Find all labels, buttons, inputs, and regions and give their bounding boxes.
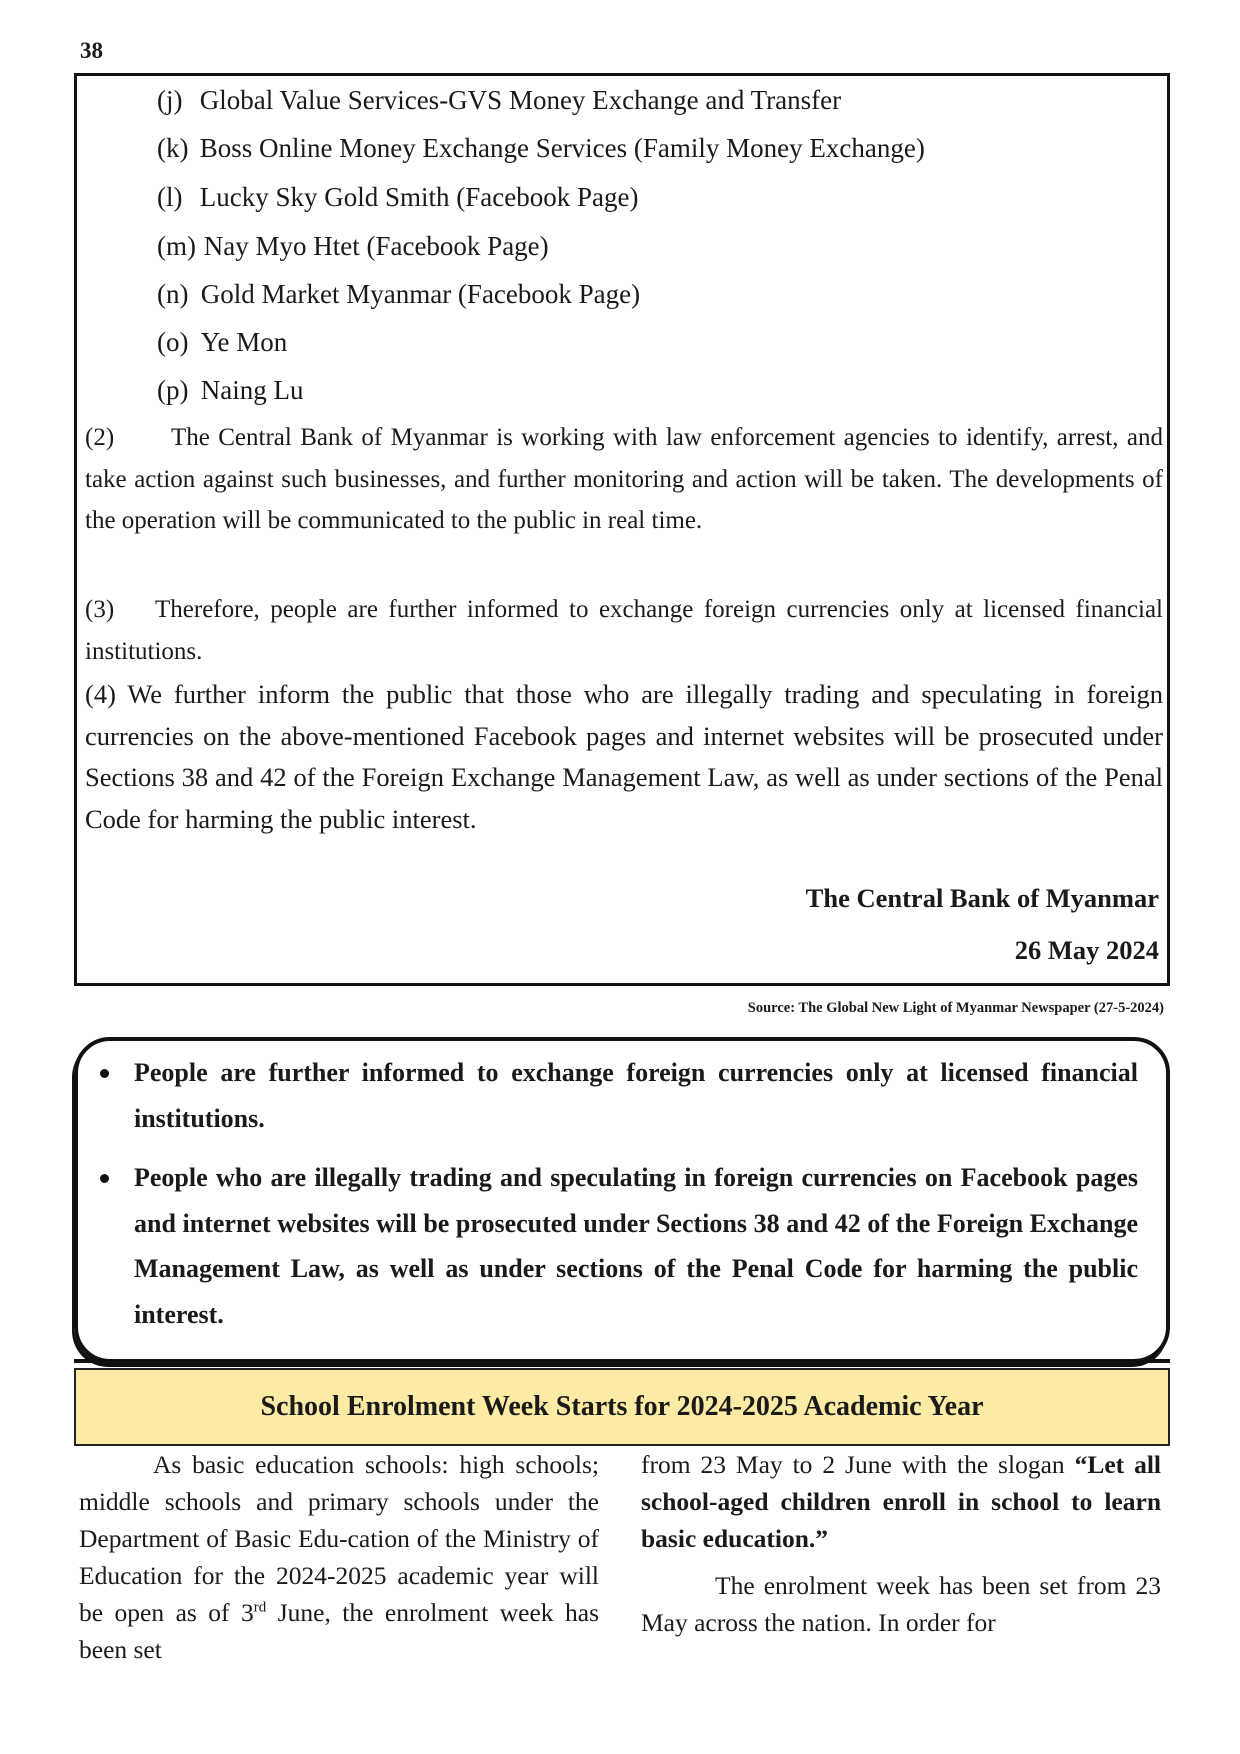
article-paragraph bbox=[79, 1446, 599, 1668]
list-text: Naing Lu bbox=[200, 375, 304, 405]
list-item bbox=[157, 326, 287, 358]
list-item bbox=[157, 132, 925, 164]
paragraph-number: (2) bbox=[85, 424, 115, 451]
article-headline: School Enrolment Week Starts for 2024-2025 Academic Year bbox=[74, 1368, 1170, 1446]
article-paragraph: The enrolment week has been set from 23 May across the nation. In order for bbox=[641, 1571, 1161, 1637]
summary-bullet: People are further informed to exchange foreign currencies only at licensed financial institutions. bbox=[134, 1050, 1138, 1141]
article-column-right bbox=[641, 1446, 1161, 1641]
ordinal-suffix: rd bbox=[253, 1599, 267, 1616]
list-text: Boss Online Money Exchange Services (Family Money Exchange) bbox=[199, 133, 925, 163]
section-divider bbox=[74, 1359, 1170, 1363]
list-text: Ye Mon bbox=[200, 327, 288, 357]
summary-box bbox=[74, 1037, 1170, 1363]
article-text: As basic education schools: high schools; middle schools and primary schools under the Department of Basic Edu-cation of the Ministry of Education for the 2024-2025 academic year will be open as of 3 bbox=[79, 1450, 599, 1627]
list-item bbox=[157, 278, 640, 310]
list-marker: (j) bbox=[157, 85, 183, 115]
list-item bbox=[157, 181, 638, 213]
notice-date: 26 May 2024 bbox=[1014, 935, 1159, 965]
page-number: 38 bbox=[80, 38, 103, 63]
summary-bullet: People who are illegally trading and speculating in foreign currencies on Facebook pages and internet websites will be prosecuted under Sections 38 and 42 of the Foreign Exchange Management Law, as well as under sections of the Penal Code for harming the public interest. bbox=[134, 1155, 1138, 1337]
paragraph-2 bbox=[85, 417, 1163, 542]
notice-box bbox=[74, 73, 1170, 986]
paragraph-text: Therefore, people are further informed to exchange foreign currencies only at licensed financial institutions. bbox=[85, 596, 1163, 665]
article-paragraph bbox=[641, 1446, 1161, 1557]
paragraph-4 bbox=[85, 674, 1163, 840]
list-text: Lucky Sky Gold Smith (Facebook Page) bbox=[199, 182, 639, 212]
list-text: Gold Market Myanmar (Facebook Page) bbox=[200, 279, 641, 309]
list-text: Nay Myo Htet (Facebook Page) bbox=[203, 231, 549, 261]
source-credit: Source: The Global New Light of Myanmar Newspaper (27-5-2024) bbox=[747, 1000, 1164, 1016]
paragraph-number: (3) bbox=[85, 596, 115, 623]
paragraph-text: We further inform the public that those who are illegally trading and speculating in foreign currencies on the above-mentioned Facebook pages and internet websites will be prosecuted under Sections 38 and 42 of the Foreign Exchange Management Law, as well as under sections of the Penal Code for harming the public interest. bbox=[85, 679, 1163, 834]
list-item bbox=[157, 230, 549, 262]
paragraph-number: (4) bbox=[85, 679, 116, 709]
list-text: Global Value Services-GVS Money Exchange and Transfer bbox=[199, 85, 842, 115]
list-marker: (k) bbox=[157, 133, 189, 163]
article-column-left bbox=[79, 1446, 599, 1668]
article-text: from 23 May to 2 June with the slogan bbox=[641, 1450, 1075, 1479]
paragraph-3 bbox=[85, 589, 1163, 672]
slogan: “Let all school-aged children enroll in school to learn basic education.” bbox=[641, 1450, 1161, 1553]
article-text: June, the enrolment week has been set bbox=[79, 1598, 599, 1664]
list-marker: (l) bbox=[157, 182, 183, 212]
list-item bbox=[157, 84, 841, 116]
list-item bbox=[157, 374, 303, 406]
paragraph-text: The Central Bank of Myanmar is working with law enforcement agencies to identify, arrest, and take action against such businesses, and further monitoring and action will be taken. The developments of the operation will be communicated to the public in real time. bbox=[85, 424, 1163, 534]
list-marker: (m) bbox=[157, 231, 196, 261]
list-marker: (o) bbox=[157, 327, 189, 357]
list-marker: (p) bbox=[157, 375, 189, 405]
list-marker: (n) bbox=[157, 279, 189, 309]
signatory: The Central Bank of Myanmar bbox=[805, 883, 1159, 913]
